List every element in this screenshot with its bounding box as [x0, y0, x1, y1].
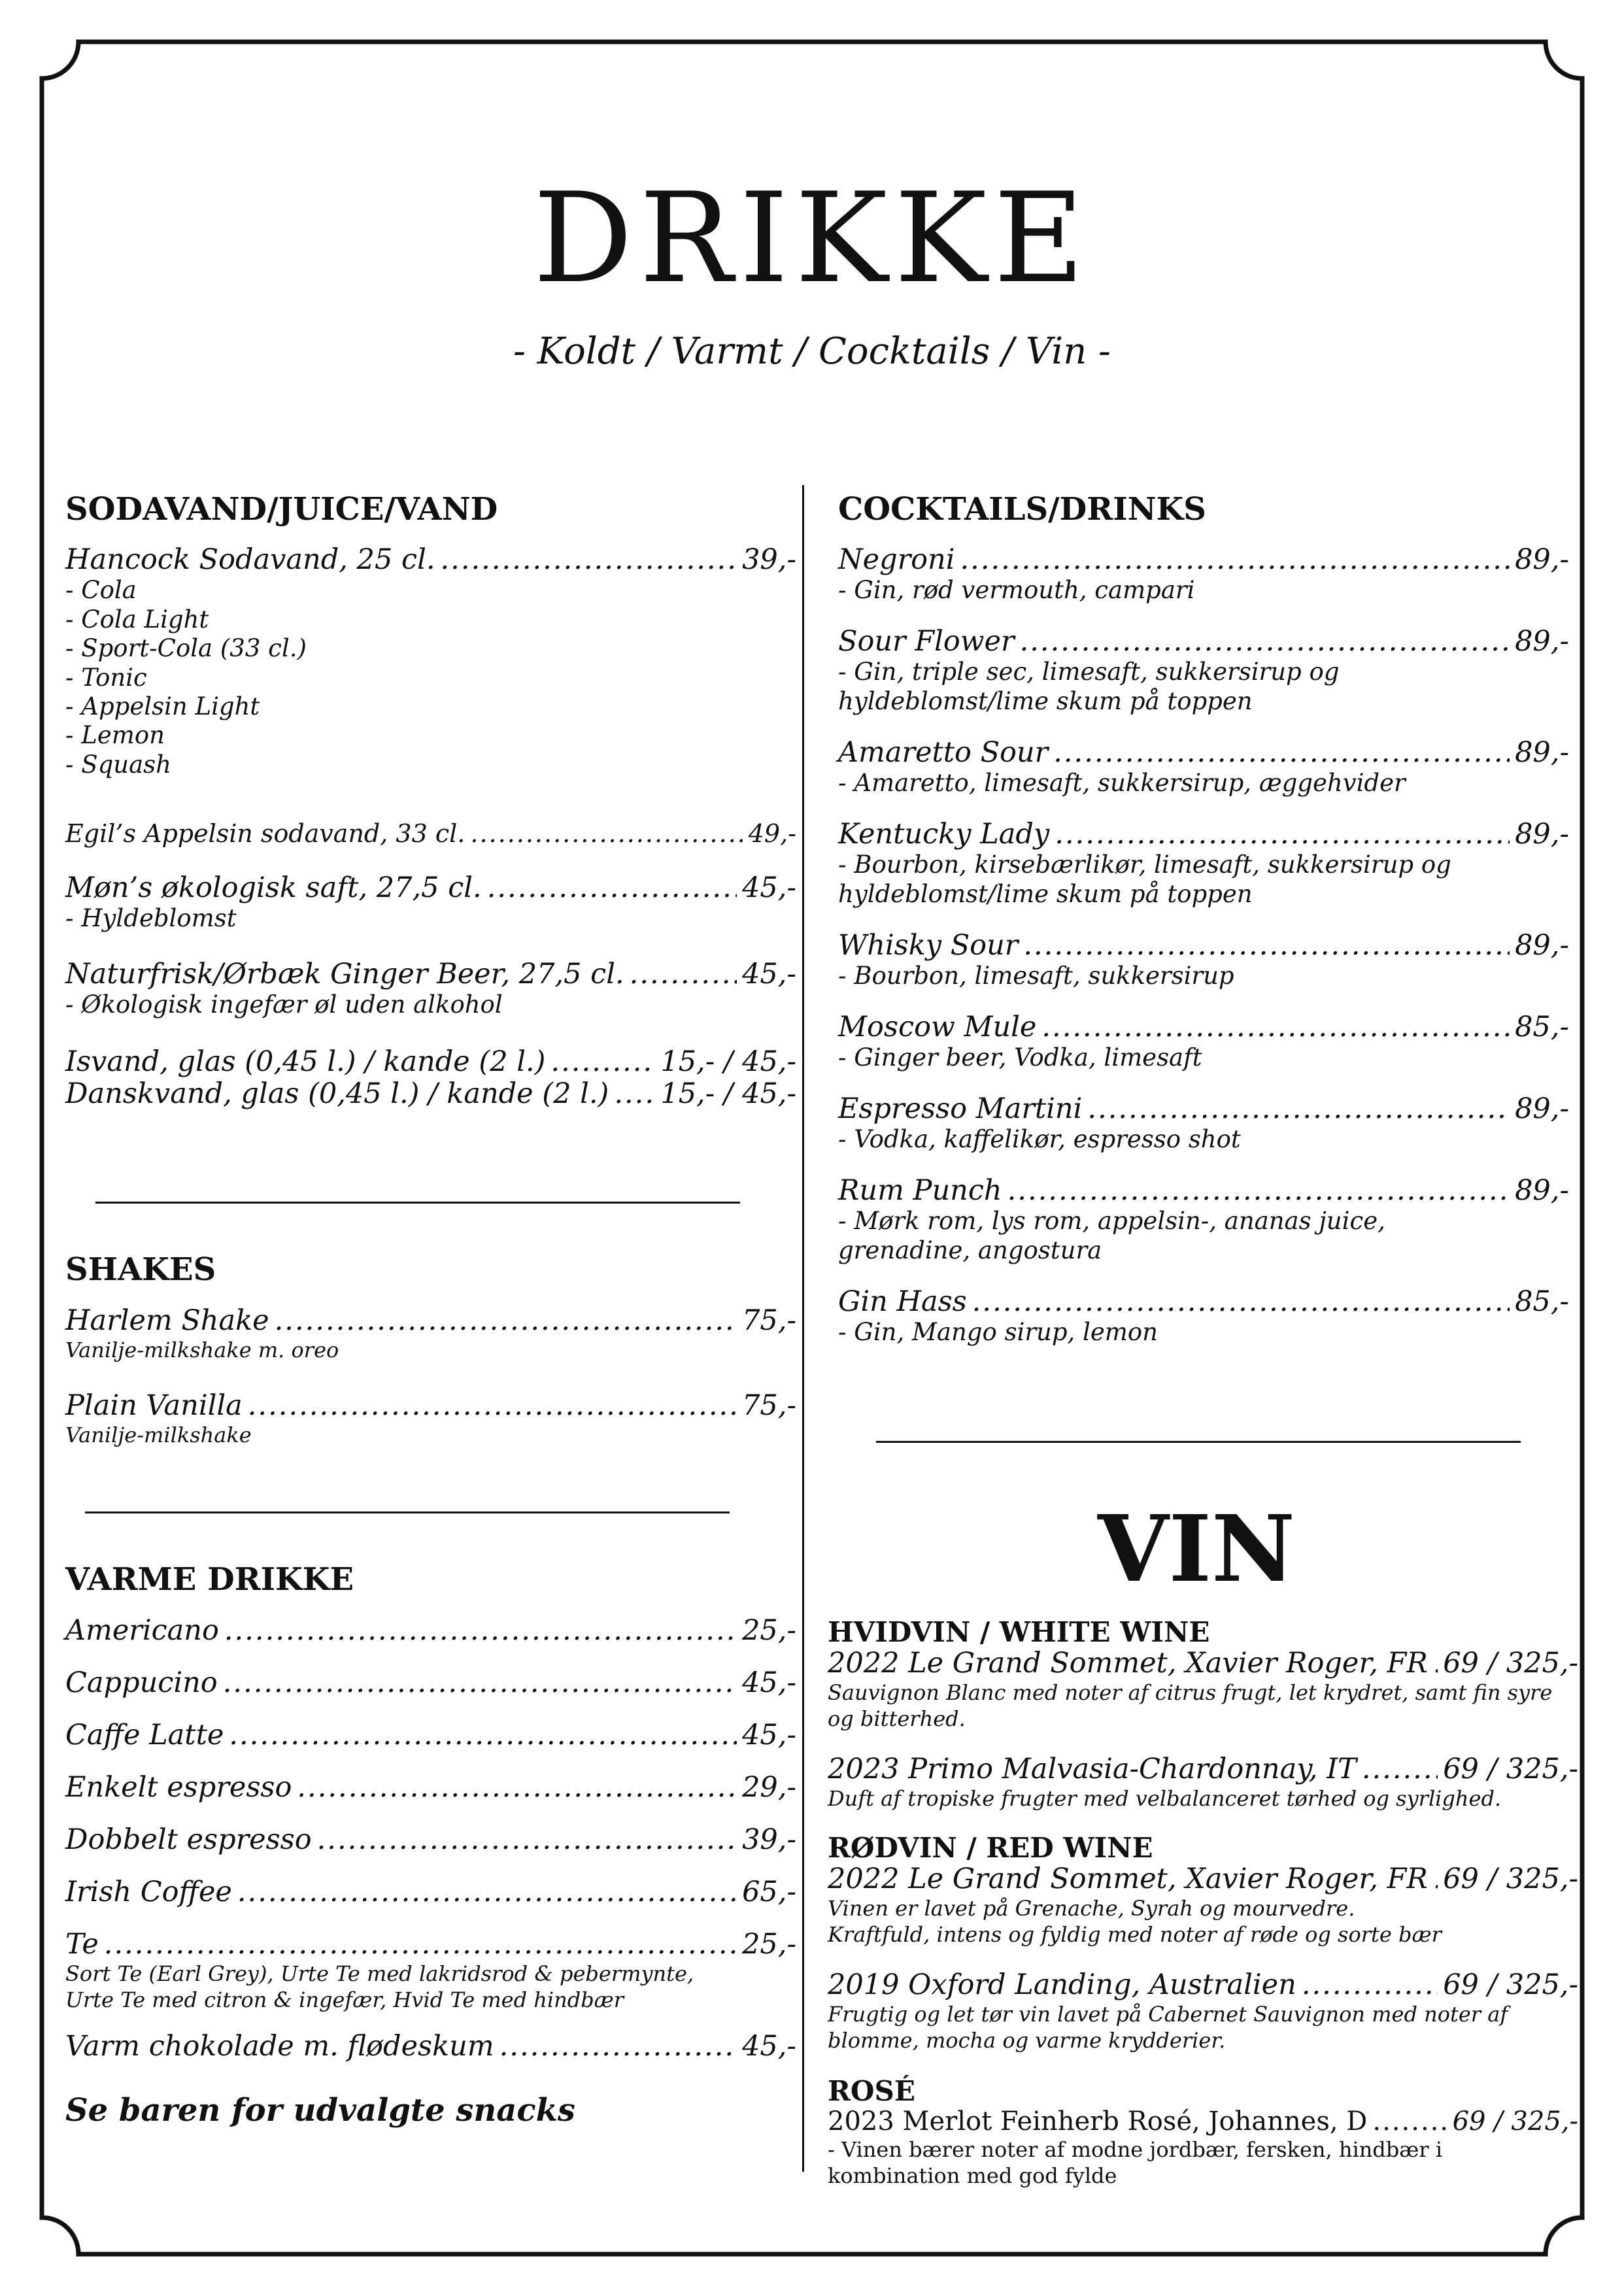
item-name: Rum Punch	[838, 1174, 1002, 1207]
menu-item-egils	[65, 820, 796, 849]
item-description: - Mørk rom, lys rom, appelsin-, ananas juice,	[838, 1207, 1385, 1236]
item-description: kombination med god fylde	[828, 2163, 1117, 2188]
dot-leader	[960, 544, 1510, 576]
item-description: hyldeblomst/lime skum på toppen	[838, 879, 1253, 908]
dot-leader	[1302, 1969, 1438, 2001]
red-wine-heading: RØDVIN / RED WINE	[828, 1832, 1153, 1864]
item-price: 89,-	[1515, 736, 1569, 769]
menu-item	[828, 1863, 1578, 1895]
menu-item	[828, 1753, 1578, 1785]
dot-leader	[275, 1305, 737, 1337]
item-price: 85,-	[1515, 1011, 1569, 1043]
item-name: Plain Vanilla	[65, 1389, 243, 1422]
dot-leader	[487, 872, 737, 904]
item-name: Caffe Latte	[65, 1719, 224, 1751]
dot-leader	[223, 1667, 737, 1699]
dot-leader	[1433, 1863, 1438, 1895]
item-name: Egil’s Appelsin sodavand, 33 cl.	[65, 819, 465, 848]
item-description: grenadine, angostura	[838, 1236, 1102, 1264]
item-price: 15,- / 45,-	[660, 1077, 796, 1111]
dot-leader	[1053, 737, 1510, 769]
item-price: 89,-	[1515, 1092, 1569, 1125]
item-description: Sort Te (Earl Grey), Urte Te med lakridsrod & pebermynte,	[65, 1961, 694, 1987]
dot-leader	[1433, 1647, 1438, 1680]
white-wine-1	[828, 1647, 1578, 1732]
page-subtitle: - Koldt / Varmt / Cocktails / Vin -	[513, 330, 1111, 373]
item-price: 45,-	[742, 1719, 796, 1751]
dot-leader	[499, 2031, 737, 2063]
item-description: - Amaretto, limesaft, sukkersirup, æggehvider	[838, 769, 1406, 798]
rose-wine-1	[828, 2106, 1578, 2189]
item-description: og bitterhed.	[828, 1706, 966, 1732]
item-description: - Gin, triple sec, limesaft, sukkersirup og	[838, 658, 1340, 686]
white-wine-heading: HVIDVIN / WHITE WINE	[828, 1616, 1210, 1648]
item-description: - Bourbon, kirsebærlikør, limesaft, sukkersirup og	[838, 851, 1451, 879]
section-divider	[85, 1511, 730, 1513]
dot-leader	[104, 1929, 737, 1961]
item-name: Varm chokolade m. flødeskum	[65, 2030, 494, 2063]
item-price: 45,-	[742, 2030, 796, 2063]
cocktail-sour-flower	[838, 626, 1569, 716]
soda-heading: SODAVAND/JUICE/VAND	[65, 491, 498, 528]
dot-leader	[972, 1286, 1510, 1318]
cocktail-whisky-sour	[838, 930, 1569, 991]
item-name: 2022 Le Grand Sommet, Xavier Roger, FR	[828, 1863, 1428, 1895]
dot-leader	[1055, 819, 1510, 851]
item-description: Urte Te med citron & ingefær, Hvid Te med hindbær	[65, 1987, 624, 2013]
item-description: - Ginger beer, Vodka, limesaft	[838, 1043, 1202, 1072]
hancock-variant: - Tonic	[65, 663, 147, 692]
page-title: DRIKKE	[533, 166, 1091, 311]
menu-item-mons	[65, 872, 796, 904]
menu-item-te	[65, 1929, 796, 1961]
item-price: 45,-	[742, 958, 796, 990]
wine-title: VIN	[1097, 1496, 1296, 1603]
dot-leader	[248, 1390, 737, 1422]
item-description: Frugtig og let tør vin lavet på Cabernet Sauvignon med noter af	[828, 2002, 1508, 2027]
menu-item-isvand	[65, 1046, 796, 1078]
item-price: 69 / 325,-	[1443, 1753, 1578, 1785]
item-name: Sour Flower	[838, 625, 1015, 658]
dot-leader	[229, 1719, 737, 1751]
item-description: hyldeblomst/lime skum på toppen	[838, 686, 1253, 715]
menu-item	[838, 1093, 1569, 1125]
item-price: 29,-	[742, 1771, 796, 1804]
dot-leader	[1007, 1175, 1510, 1207]
menu-item-americano	[65, 1615, 796, 1647]
item-name: 2023 Primo Malvasia-Chardonnay, IT	[828, 1753, 1357, 1785]
cocktail-negroni	[838, 544, 1569, 605]
red-wine-2	[828, 1969, 1578, 2053]
item-name: Harlem Shake	[65, 1304, 269, 1337]
item-name: Moscow Mule	[838, 1011, 1037, 1043]
menu-item	[838, 930, 1569, 962]
hancock-block	[65, 544, 796, 779]
menu-item-danskvand	[65, 1078, 796, 1110]
item-description: Kraftfuld, intens og fyldig med noter af røde og sorte bær	[828, 1922, 1442, 1948]
item-name: Dobbelt espresso	[65, 1823, 312, 1856]
item-description: Sauvignon Blanc med noter af citrus frugt, let krydret, samt fin syre	[828, 1680, 1553, 1706]
item-price: 69 / 325,-	[1443, 1647, 1578, 1680]
hancock-variant: - Appelsin Light	[65, 692, 260, 720]
item-price: 65,-	[742, 1876, 796, 1908]
cocktail-espresso-martini	[838, 1093, 1569, 1155]
item-description: - Bourbon, limesaft, sukkersirup	[838, 962, 1234, 990]
menu-item-varm-chokolade	[65, 2031, 796, 2063]
cocktail-kentucky-lady	[838, 819, 1569, 909]
dot-leader	[317, 1824, 737, 1856]
item-price: 69 / 325,-	[1452, 2106, 1578, 2136]
item-name: 2023 Merlot Feinherb Rosé, Johannes, D	[828, 2106, 1368, 2136]
item-description: blomme, mocha og varme krydderier.	[828, 2028, 1226, 2053]
item-price: 69 / 325,-	[1443, 1968, 1578, 2001]
item-description: - Hyldeblomst	[65, 904, 237, 933]
item-price: 39,-	[742, 543, 796, 576]
section-divider	[95, 1202, 740, 1204]
menu-item	[838, 544, 1569, 576]
item-description: Vanilje-milkshake m. oreo	[65, 1338, 339, 1363]
white-wine-2	[828, 1753, 1578, 1812]
hancock-variant: - Squash	[65, 750, 172, 779]
cocktails-heading: COCKTAILS/DRINKS	[838, 491, 1206, 528]
item-description: Duft af tropiske frugter med velbalanceret tørhed og syrlighed.	[828, 1786, 1502, 1812]
column-divider	[802, 485, 804, 2172]
dot-leader	[470, 820, 743, 849]
item-price: 89,-	[1515, 929, 1569, 962]
item-name: Espresso Martini	[838, 1092, 1083, 1125]
naturfrisk-block	[65, 958, 796, 1020]
mons-block	[65, 872, 796, 934]
menu-item	[838, 1011, 1569, 1043]
shakes-heading: SHAKES	[65, 1251, 216, 1288]
hancock-variant: - Sport-Cola (33 cl.)	[65, 634, 307, 663]
dot-leader	[1023, 930, 1510, 962]
menu-item-enkelt-espresso	[65, 1772, 796, 1804]
item-description: - Vodka, kaffelikør, espresso shot	[838, 1125, 1241, 1154]
te-block	[65, 1929, 796, 2013]
menu-item	[828, 1969, 1578, 2001]
hancock-variant: - Cola	[65, 576, 137, 605]
dot-leader	[550, 1046, 655, 1078]
hancock-variant: - Lemon	[65, 721, 165, 750]
menu-item-naturfrisk	[65, 958, 796, 990]
item-price: 45,-	[742, 871, 796, 904]
snacks-note: Se baren for udvalgte snacks	[65, 2092, 575, 2129]
dot-leader	[630, 958, 737, 990]
dot-leader	[1041, 1011, 1510, 1043]
item-name: Gin Hass	[838, 1285, 967, 1318]
cocktail-gin-hass	[838, 1286, 1569, 1347]
item-name: Americano	[65, 1614, 219, 1647]
cocktail-moscow-mule	[838, 1011, 1569, 1073]
dot-leader	[441, 544, 737, 576]
item-name: 2022 Le Grand Sommet, Xavier Roger, FR	[828, 1647, 1428, 1680]
item-name: Whisky Sour	[838, 929, 1019, 962]
menu-item-hancock	[65, 544, 796, 576]
item-price: 85,-	[1515, 1285, 1569, 1318]
menu-item-harlem-shake	[65, 1305, 796, 1337]
cocktail-rum-punch	[838, 1175, 1569, 1265]
item-price: 89,-	[1515, 625, 1569, 658]
item-name: Isvand, glas (0,45 l.) / kande (2 l.)	[65, 1045, 546, 1078]
menu-item-caffe-latte	[65, 1719, 796, 1751]
shake-vanilla-block	[65, 1390, 796, 1448]
water-block	[65, 1046, 796, 1111]
item-name: Amaretto Sour	[838, 736, 1049, 769]
item-name: Enkelt espresso	[65, 1771, 292, 1804]
menu-item	[838, 1175, 1569, 1207]
menu-item-dobbelt-espresso	[65, 1824, 796, 1856]
item-name: Naturfrisk/Ørbæk Ginger Beer, 27,5 cl.	[65, 958, 624, 990]
item-name: Negroni	[838, 543, 955, 576]
dot-leader	[1020, 626, 1510, 658]
menu-item	[838, 819, 1569, 851]
item-price: 25,-	[742, 1614, 796, 1647]
dot-leader	[237, 1876, 737, 1908]
dot-leader	[1087, 1093, 1510, 1125]
menu-item	[828, 2106, 1578, 2136]
item-price: 89,-	[1515, 1174, 1569, 1207]
item-description: Vanilje-milkshake	[65, 1423, 252, 1448]
dot-leader	[224, 1615, 737, 1647]
menu-item	[828, 1647, 1578, 1680]
item-price: 49,-	[748, 819, 796, 848]
menu-item	[838, 1286, 1569, 1318]
item-description: - Gin, rød vermouth, campari	[838, 576, 1195, 605]
item-description: - Vinen bærer noter af modne jordbær, fersken, hindbær i	[828, 2137, 1443, 2162]
item-name: Møn’s økologisk saft, 27,5 cl.	[65, 871, 482, 904]
item-description: - Økologisk ingefær øl uden alkohol	[65, 990, 503, 1019]
dot-leader	[297, 1772, 737, 1804]
menu-item-irish-coffee	[65, 1876, 796, 1908]
dot-leader	[1372, 2106, 1447, 2136]
rose-heading: ROSÉ	[828, 2075, 915, 2107]
item-name: Danskvand, glas (0,45 l.) / kande (2 l.)	[65, 1077, 609, 1111]
item-price: 89,-	[1515, 543, 1569, 576]
menu-item-plain-vanilla	[65, 1390, 796, 1422]
item-name: Kentucky Lady	[838, 818, 1050, 851]
item-name: 2019 Oxford Landing, Australien	[828, 1968, 1296, 2001]
hot-drinks-heading: VARME DRIKKE	[65, 1561, 354, 1598]
menu-item-cappucino	[65, 1667, 796, 1699]
item-price: 89,-	[1515, 818, 1569, 851]
red-wine-1	[828, 1863, 1578, 1948]
item-price: 75,-	[742, 1304, 796, 1337]
dot-leader	[614, 1078, 655, 1110]
item-name: Irish Coffee	[65, 1876, 232, 1908]
dot-leader	[1362, 1753, 1438, 1785]
item-description: Vinen er lavet på Grenache, Syrah og mourvedre.	[828, 1896, 1355, 1921]
item-name: Te	[65, 1928, 99, 1961]
item-price: 75,-	[742, 1389, 796, 1422]
hancock-variant: - Cola Light	[65, 605, 209, 633]
item-price: 15,- / 45,-	[660, 1045, 796, 1078]
cocktail-amaretto-sour	[838, 737, 1569, 798]
section-divider	[876, 1441, 1521, 1443]
menu-item	[838, 626, 1569, 658]
item-name: Hancock Sodavand, 25 cl.	[65, 543, 435, 576]
item-price: 69 / 325,-	[1443, 1863, 1578, 1895]
shake-harlem-block	[65, 1305, 796, 1363]
item-price: 25,-	[742, 1928, 796, 1961]
item-price: 45,-	[742, 1666, 796, 1699]
item-description: - Gin, Mango sirup, lemon	[838, 1318, 1158, 1347]
item-name: Cappucino	[65, 1666, 218, 1699]
menu-item	[838, 737, 1569, 769]
item-price: 39,-	[742, 1823, 796, 1856]
